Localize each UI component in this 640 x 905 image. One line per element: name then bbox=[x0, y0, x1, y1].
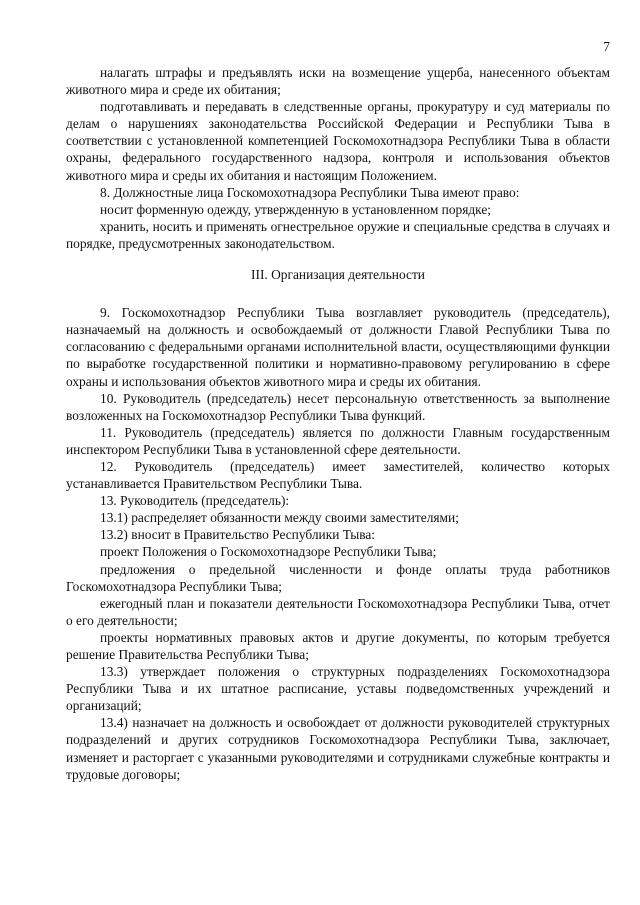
paragraph: подготавливать и передавать в следственные органы, прокуратуру и суд материалы по делам о нарушениях законодательства Российской Федерации и Республики Тыва в соответствии с установленной компетенцией Госкомохотнадзора Республики Тыва в области охраны, федерального государственного надзора, контроля и использования объектов животного мира и среды их обитания и настоящим Положением. bbox=[66, 99, 610, 183]
paragraph: 11. Руководитель (председатель) является по должности Главным государственным инспектором Республики Тыва в установленной сфере деятельности. bbox=[66, 424, 610, 457]
paragraph: 13.2) вносит в Правительство Республики Тыва: bbox=[100, 527, 376, 543]
paragraph: 13.3) утверждает положения о структурных подразделениях Госкомохотнадзора Республики Тыва и их штатное расписание, уставы подведомственных учреждений и организаций; bbox=[66, 664, 610, 714]
paragraph: 12. Руководитель (председатель) имеет заместителей, количество которых устанавливается Правительством Республики Тыва. bbox=[66, 458, 610, 492]
paragraph: проект Положения о Госкомохотнадзоре Республики Тыва; bbox=[100, 544, 437, 560]
paragraph: хранить, носить и применять огнестрельное оружие и специальные средства в случаях и порядке, предусмотренных законодательством. bbox=[66, 218, 610, 251]
paragraph: 8. Должностные лица Госкомохотнадзора Республики Тыва имеют право: bbox=[100, 184, 520, 200]
paragraph: 10. Руководитель (председатель) несет персональную ответственность за выполнение возложенных на Госкомохотнадзор Республики Тыва функций. bbox=[66, 390, 610, 423]
paragraph: 13.1) распределяет обязанности между своими заместителями; bbox=[100, 510, 459, 526]
document-body bbox=[66, 64, 610, 783]
paragraph: предложения о предельной численности и фонде оплаты труда работников Госкомохотнадзора Республики Тыва; bbox=[66, 561, 610, 594]
paragraph: налагать штрафы и предъявлять иски на возмещение ущерба, нанесенного объектам животного мира и среде их обитания; bbox=[66, 65, 610, 98]
section-heading: III. Организация деятельности bbox=[251, 267, 425, 283]
top-paragraphs bbox=[66, 64, 610, 252]
paragraph: 13. Руководитель (председатель): bbox=[100, 493, 290, 509]
bottom-paragraphs bbox=[66, 304, 610, 783]
paragraph: носит форменную одежду, утвержденную в установленном порядке; bbox=[100, 201, 492, 217]
paragraph: ежегодный план и показатели деятельности Госкомохотнадзора Республики Тыва, отчет о его деятельности; bbox=[66, 595, 610, 628]
page-number: 7 bbox=[603, 39, 610, 54]
paragraph: проекты нормативных правовых актов и другие документы, по которым требуется решение Правительства Республики Тыва; bbox=[66, 629, 610, 662]
paragraph: 13.4) назначает на должность и освобождает от должности руководителей структурных подразделений и других сотрудников Госкомохотнадзора Республики Тыва, заключает, изменяет и расторгает с указанными руководителями и сотрудниками служебные контракты и трудовые договоры; bbox=[66, 715, 610, 782]
paragraph: 9. Госкомохотнадзор Республики Тыва возглавляет руководитель (председатель), назначаемый на должность и освобождаемый от должности Главой Республики Тыва по согласованию с федеральными органами исполнительной власти, осуществляющими функции по выработке государственной политики и нормативно-правовому регулированию в сфере охраны и использования объектов животного мира и среды их обитания. bbox=[66, 305, 610, 389]
